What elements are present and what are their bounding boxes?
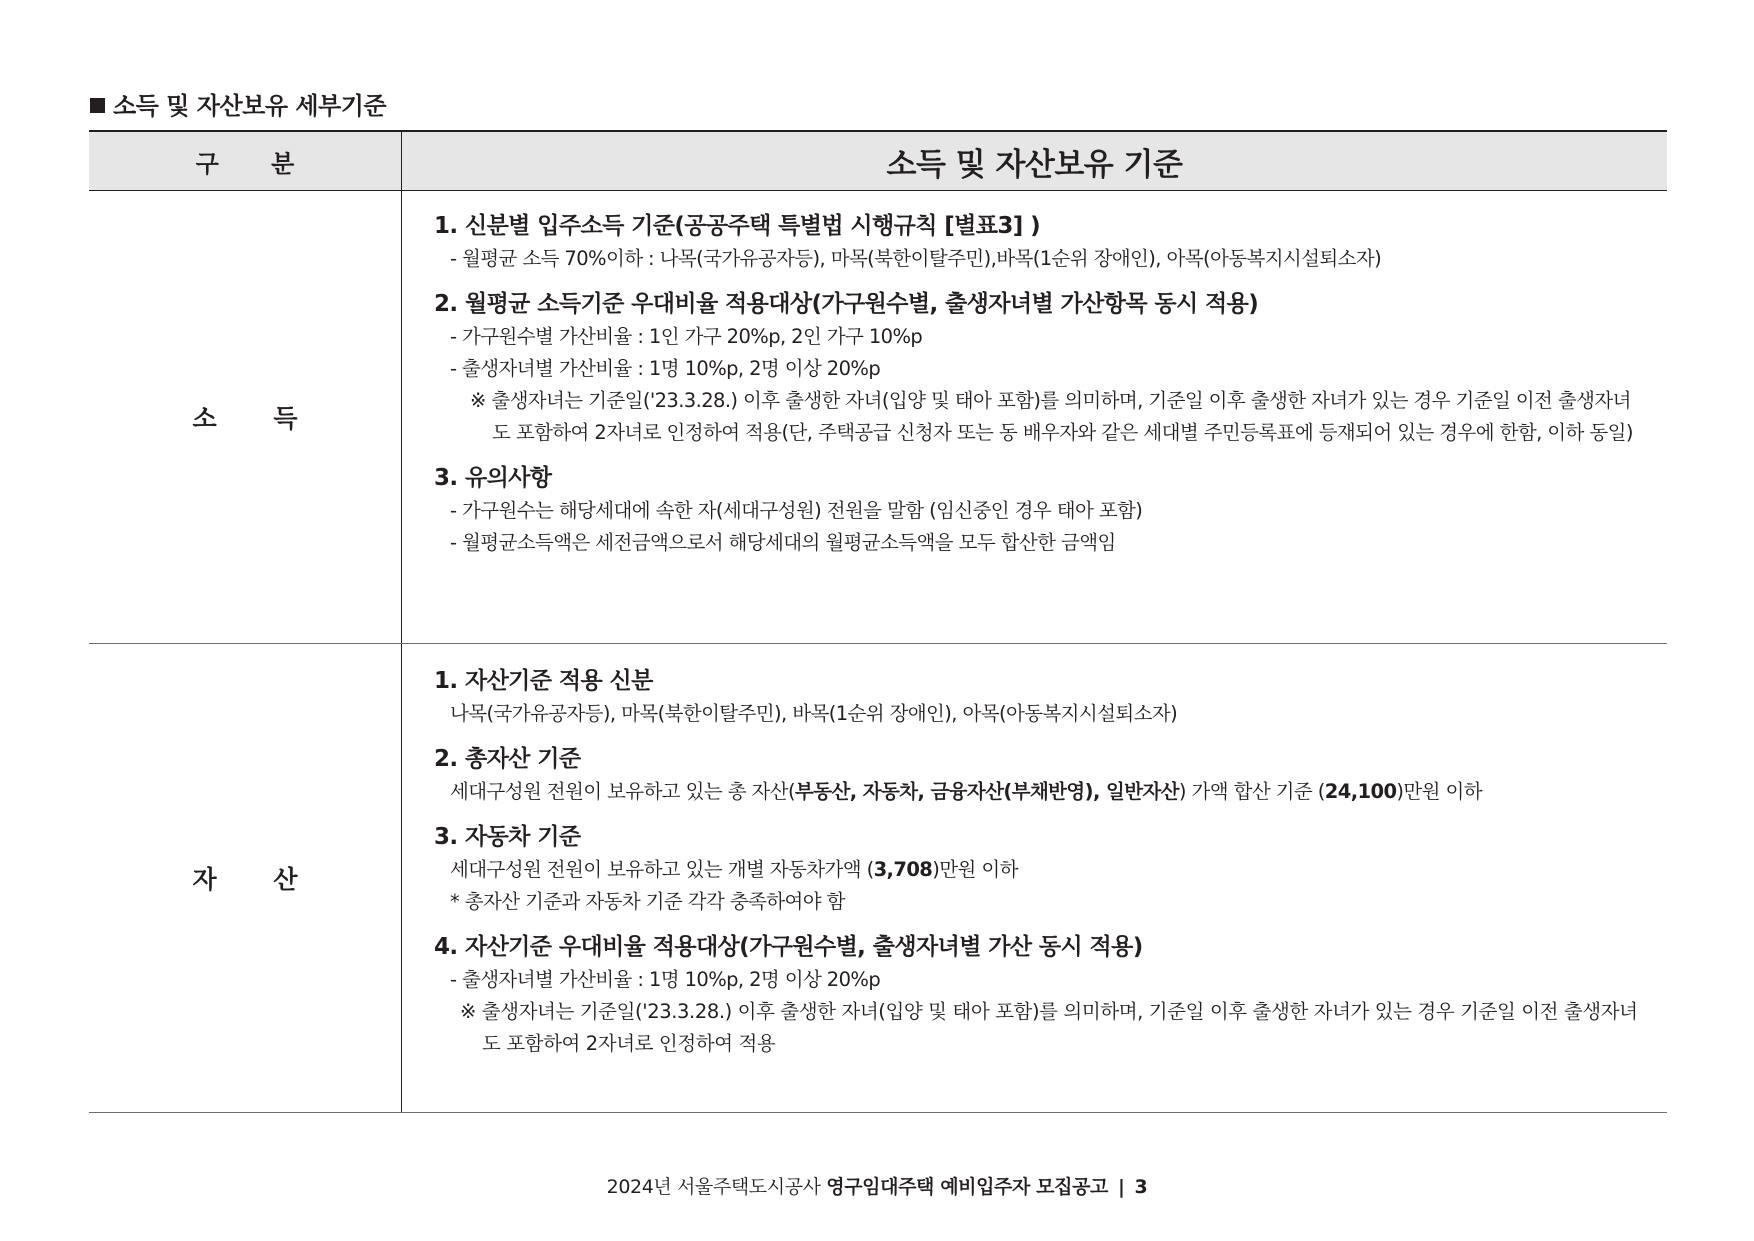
- asset-content: [402, 644, 1668, 1113]
- asset-row: [89, 644, 1667, 1113]
- car-value-limit: 3,708: [873, 858, 933, 881]
- line-text: ) 가액 합산 기준 (: [1178, 780, 1325, 803]
- criteria-table: [89, 130, 1667, 1113]
- item-line: - 출생자녀별 가산비율 : 1명 10%p, 2명 이상 20%p: [450, 968, 881, 991]
- item-note: ※ 출생자녀는 기준일('23.3.28.) 이후 출생한 자녀(입양 및 태아 포함)를 의미하며, 기준일 이후 출생한 자녀가 있는 경우 기준일 이전 출생자녀도 포함하여 2자녀로 인정하여 적용(단, 주택공급 신청자 또는 동 배우자와 같은 세대별 주민등록표에 등재되어 있는 경우에 한함, 이하 동일): [470, 389, 1633, 444]
- item-line: - 월평균 소득 70%이하 : 나목(국가유공자등), 마목(북한이탈주민),바목(1순위 장애인), 아목(아동복지시설퇴소자): [450, 247, 1382, 270]
- item-extra: * 총자산 기준과 자동차 기준 각각 충족하여야 함: [450, 890, 845, 913]
- line-text: )만원 이하: [1396, 780, 1482, 803]
- item-line: [434, 776, 1647, 808]
- asset-category: 자 산: [89, 644, 402, 1113]
- item-line: [434, 854, 1647, 886]
- page-footer: [0, 1172, 1754, 1199]
- header-category: 구 분: [89, 131, 402, 191]
- item-line: - 가구원수는 해당세대에 속한 자(세대구성원) 전원을 말함 (임신중인 경우 태아 포함): [450, 499, 1143, 522]
- income-item-1: [434, 209, 1647, 275]
- income-content: [402, 191, 1668, 644]
- footer-org: 2024년 서울주택도시공사: [606, 1176, 821, 1198]
- item-heading: 1. 신분별 입주소득 기준(공공주택 특별법 시행규칙 [별표3] ): [434, 213, 1041, 239]
- item-line: - 출생자녀별 가산비율 : 1명 10%p, 2명 이상 20%p: [450, 357, 881, 380]
- asset-item-4: [434, 930, 1647, 1060]
- line-text: )만원 이하: [932, 858, 1018, 881]
- asset-types: 부동산, 자동차, 금융자산(부채반영), 일반자산: [795, 780, 1179, 803]
- item-heading: 3. 자동차 기준: [434, 824, 581, 850]
- item-heading: 2. 월평균 소득기준 우대비율 적용대상(가구원수별, 출생자녀별 가산항목 동시 적용): [434, 291, 1259, 317]
- asset-item-3: [434, 820, 1647, 918]
- item-note: ※ 출생자녀는 기준일('23.3.28.) 이후 출생한 자녀(입양 및 태아 포함)를 의미하며, 기준일 이후 출생한 자녀가 있는 경우 기준일 이전 출생자녀도 포함하여 2자녀로 인정하여 적용: [460, 1000, 1638, 1055]
- page-number: 3: [1134, 1176, 1148, 1198]
- item-heading: 3. 유의사항: [434, 465, 552, 491]
- section-title: [90, 86, 386, 121]
- item-heading: 4. 자산기준 우대비율 적용대상(가구원수별, 출생자녀별 가산 동시 적용): [434, 934, 1143, 960]
- line-text: 세대구성원 전원이 보유하고 있는 총 자산(: [450, 780, 796, 803]
- footer-separator: |: [1118, 1176, 1125, 1198]
- item-line: - 월평균소득액은 세전금액으로서 해당세대의 월평균소득액을 모두 합산한 금액임: [450, 531, 1116, 554]
- item-line: - 가구원수별 가산비율 : 1인 가구 20%p, 2인 가구 10%p: [450, 325, 923, 348]
- square-bullet-icon: [90, 98, 105, 113]
- income-category: 소 득: [89, 191, 402, 644]
- item-line: 나목(국가유공자등), 마목(북한이탈주민), 바목(1순위 장애인), 아목(아동복지시설퇴소자): [450, 702, 1178, 725]
- asset-item-1: [434, 664, 1647, 730]
- asset-item-2: [434, 742, 1647, 808]
- header-criteria: 소득 및 자산보유 기준: [402, 131, 1668, 191]
- total-asset-limit: 24,100: [1324, 780, 1397, 803]
- footer-title: 영구임대주택 예비입주자 모집공고: [826, 1176, 1108, 1198]
- income-row: [89, 191, 1667, 644]
- income-item-3: [434, 461, 1647, 559]
- income-item-2: [434, 287, 1647, 449]
- table-header-row: [89, 131, 1667, 191]
- line-text: 세대구성원 전원이 보유하고 있는 개별 자동차가액 (: [450, 858, 874, 881]
- item-heading: 2. 총자산 기준: [434, 746, 581, 772]
- item-heading: 1. 자산기준 적용 신분: [434, 668, 653, 694]
- section-title-text: 소득 및 자산보유 세부기준: [113, 92, 387, 120]
